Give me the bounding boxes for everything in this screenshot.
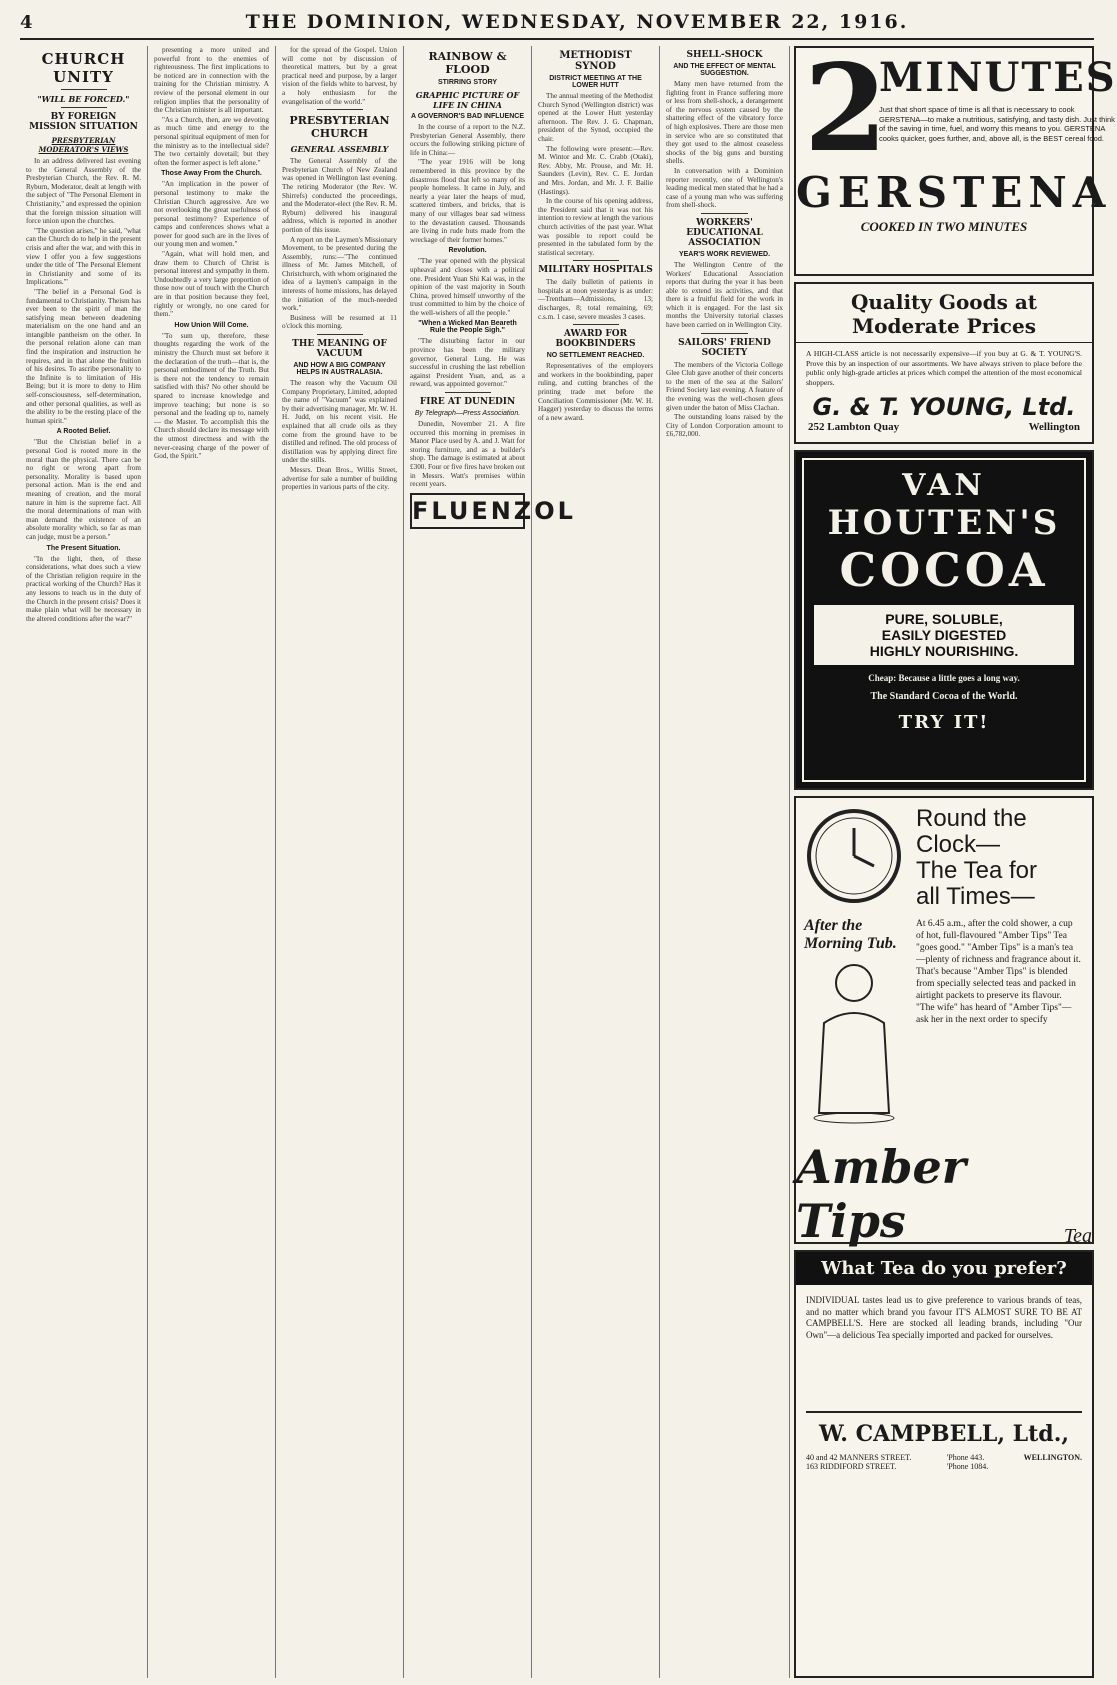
campbell-ad bbox=[794, 1250, 1094, 1678]
vanhouten-cheap: Cheap: Because a little goes a long way. bbox=[868, 673, 1020, 683]
byline: By Telegraph—Press Association. bbox=[414, 410, 521, 418]
divider bbox=[445, 392, 491, 393]
column-church-unity-cont bbox=[148, 46, 276, 1678]
subheading: A Rooted Belief. bbox=[56, 428, 111, 436]
paragraph: The daily bulletin of patients in hospitals at noon yesterday is as under:—Trentham—Admissions, 13; discharges, 8; total remaining, 69; c.s.m. 1 case, severe measles 3 cases. bbox=[538, 278, 653, 321]
divider bbox=[61, 89, 107, 90]
campbell-address2: 163 RIDDIFORD STREET. bbox=[806, 1462, 897, 1471]
campbell-phone1: 'Phone 443. bbox=[946, 1453, 985, 1462]
divider bbox=[61, 107, 107, 108]
paragraph: In conversation with a Dominion reporter recently, one of Wellington's leading medical men stated that he had a case of a young man who was suffering from shell-shock. bbox=[666, 166, 783, 210]
headline-sailors-friend: SAILORS' FRIEND SOCIETY bbox=[678, 337, 771, 358]
amber-body: At 6.45 a.m., after the cold shower, a cup of hot, full-flavoured "Amber Tips" Tea "goes good." "Amber Tips" is a man's tea—plenty of richness and fragrance about it. That's because "Amber Tips" is blended from specially selected teas and packed in airtight packets to preserve its flavour. "The wife" has heard of "Amber Tips"—ask her in the next order to specify bbox=[916, 919, 1081, 1025]
column-shell-shock bbox=[660, 46, 790, 1678]
man-figure-icon bbox=[804, 953, 904, 1123]
vanhouten-standard: The Standard Cocoa of the World. bbox=[870, 691, 1018, 702]
subheading: How Union Will Come. bbox=[174, 321, 249, 329]
paragraph: "In the light, then, of these considerations, what does such a view of the Christian religion require in the practical working of the Church? Has it any lessons to teach us in the duty of the Church in the present crisis? Does it make plain what will be necessary in the altered conditions after the war?" bbox=[26, 554, 141, 623]
fluenzol-ad: FLUENZOL bbox=[410, 493, 525, 529]
young-name: G. & T. YOUNG, Ltd. bbox=[812, 393, 1076, 421]
headline-workers-education: WORKERS' EDUCATIONAL ASSOCIATION bbox=[686, 217, 763, 248]
paragraph: "The belief in a Personal God is fundamental to Christianity. Theism has ever been to the spirit of man the satisfying mean between deadening materialism on the one hand and an intangible pantheism on the other. In the personal relation alone can man find the inspiration and instruction he requires, and in that alone the fruition of his desires. To ascribe personality to the Infinite is to limitation of His Being; but it is more to deny to Him self-consciousness, self-determination, and other personal qualities, as well as the ability to be the resting place of the human spirit." bbox=[26, 287, 141, 425]
column-methodist-synod bbox=[532, 46, 660, 1678]
amber-line4: all Times— bbox=[916, 883, 1035, 910]
paragraph: "The question arises," he said, "what can the Church do to help in the present crisis and after the war, and with this in view I offer you a few suggestions under the title of 'The Personal Element in Christianity and some of its Implications.'" bbox=[26, 226, 141, 287]
vanhouten-ad bbox=[794, 450, 1094, 790]
young-city: Wellington bbox=[1028, 421, 1080, 433]
campbell-city: WELLINGTON. bbox=[1023, 1453, 1082, 1462]
subheading: "When a Wicked Man Beareth Rule the People Sigh." bbox=[418, 320, 517, 335]
campbell-body: INDIVIDUAL tastes lead us to give preference to various brands of teas, and no matter which brand you favour IT'S ALMOST SURE TO BE AT CAMPBELL'S. Here are stocked all leading brands, including "Our Own"—a delicious Tea specially imported and packed for ourselves. bbox=[806, 1295, 1082, 1340]
amber-line1: Round the bbox=[916, 805, 1027, 832]
headline-military-hospitals: MILITARY HOSPITALS bbox=[538, 265, 653, 276]
young-ad bbox=[794, 282, 1094, 444]
amber-tips-ad bbox=[794, 796, 1094, 1248]
young-body: A HIGH-CLASS article is not necessarily expensive—if you buy at G. & T. YOUNG'S. Prove this by an inspection of our assortments. We have always striven to place before the public only high-grade articles at prices which compel the attention of the most economical shoppers. bbox=[806, 349, 1082, 387]
headline-fire-dunedin: FIRE AT DUNEDIN bbox=[419, 397, 516, 408]
paragraph: The following were present:—Rev. M. Wintor and Mr. C. Crabb (Otaki), Rev. Abby, Mr. Prouse, and Mr. H. Saunders (Levin), Rev. C. E. Jordan and Mrs. Jordan, and Mr. J. F. Bailie (Hastings). bbox=[538, 144, 653, 196]
paragraph: "The year 1916 will be long remembered in this province by the disastrous flood that left so many of its people homeless. It came in July, and nearly a year later the heaps of mud, scattered timbers, and bricks, that is many of our villages bear sad witness to the devastation caused. Thousands are living in rude huts made from the wreckage of their former homes." bbox=[410, 158, 525, 244]
divider bbox=[573, 324, 619, 325]
masthead bbox=[20, 6, 1094, 40]
vanhouten-try: TRY IT! bbox=[898, 712, 990, 733]
column-presbyterian bbox=[276, 46, 404, 1678]
headline-presbyterian: PRESBYTERIAN CHURCH bbox=[289, 114, 390, 141]
deck: NO SETTLEMENT REACHED. bbox=[546, 352, 645, 360]
campbell-address1: 40 and 42 MANNERS STREET. bbox=[806, 1453, 912, 1462]
paragraph: "An implication in the power of personal testimony to make the Christian Church aggressive. Are we not overlooking the great usefulness of personal testimony? Experience of camps and conferences shows what a power for good such are in the lives of our young men and women." bbox=[154, 180, 269, 249]
paragraph: "The disturbing factor in our province has been the military governor, General Lung. He was successful in crushing the last rebellion against President Yuan, and, as a reward, was appointed governor." bbox=[410, 337, 525, 389]
paragraph: "Again, what will hold men, and draw them to Church of Christ is personal interest and sympathy in them. Undoubtedly a very large proportion of those now out of touch with the Church are in that position because they feel, rightly or wrongly, no one cared for them." bbox=[154, 250, 269, 319]
paragraph: Representatives of the employers and workers in the bookbinding, paper ruling, and cutting branches of the printing trade met before the Conciliation Commissioner (Mr. W. H. Hagger) yesterday to discuss the terms of a new award. bbox=[538, 362, 653, 422]
campbell-name: W. CAMPBELL, Ltd., bbox=[818, 1421, 1070, 1447]
deck: GENERAL ASSEMBLY bbox=[290, 144, 389, 155]
newspaper-title: THE DOMINION, WEDNESDAY, NOVEMBER 22, 1916. bbox=[245, 11, 909, 33]
divider bbox=[317, 109, 363, 110]
paragraph: In the course of a report to the N.Z. Presbyterian General Assembly, there occurs the following striking picture of life in China:— bbox=[410, 123, 525, 157]
paragraph: "The year opened with the physical upheaval and closes with a political one. President Yuan Shi Kai was, in the opinion of the vast majority in South China, proved himself unworthy of the trust committed to him by the choice of the well-wishers of all the people." bbox=[410, 257, 525, 317]
deck: PRESBYTERIAN MODERATOR'S VIEWS bbox=[38, 136, 129, 154]
headline-church-unity: CHURCH UNITY bbox=[41, 50, 126, 86]
headline-vacuum: THE MEANING OF VACUUM bbox=[292, 339, 387, 360]
page-number: 4 bbox=[20, 11, 33, 33]
paragraph: Dunedin, November 21. A fire occurred this morning in premises in Manor Place used by A. and J. Watt for storing furniture, and as a builder's shop. The damage is estimated at about £300. Four or five fires have broken out in Messrs. Watt's premises within recent years. bbox=[410, 420, 525, 489]
gerstena-ad bbox=[794, 38, 1117, 276]
deck: STIRRING STORY bbox=[437, 79, 498, 86]
vanhouten-claim3: HIGHLY NOURISHING. bbox=[869, 643, 1019, 659]
vanhouten-houtens: HOUTEN'S bbox=[827, 503, 1061, 543]
paragraph: In an address delivered last evening to the General Assembly of the Presbyterian Church, the Rev. R. M. Ryburn, Moderator, dealt at length with the subject of "The Personal Element in Christianity," and expressed the opinion that the foreign mission situation will force union upon the churches. bbox=[26, 157, 141, 226]
divider bbox=[573, 260, 619, 261]
campbell-phone2: 'Phone 1084. bbox=[946, 1462, 989, 1471]
column-rainbow-flood bbox=[404, 46, 576, 1678]
campbell-headline: What Tea do you prefer? bbox=[796, 1252, 1092, 1285]
gerstena-brand: GERSTENA bbox=[796, 168, 1112, 217]
headline-rainbow-flood: RAINBOW & FLOOD bbox=[428, 50, 507, 76]
amber-line2: Clock— bbox=[916, 831, 1001, 858]
divider bbox=[701, 213, 748, 214]
gerstena-body: Just that short space of time is all that is necessary to cook GERSTENA—to make a nutritious, satisfying, and tasty dish. Just think of the saving in time, fuel, and worry this means to you. GERSTENA cooks quicker, goes further, and, above all, is the BEST cereal food. bbox=[879, 105, 1115, 143]
paragraph: A report on the Laymen's Missionary Movement, to be presented during the Assembly, runs:—"The continued illness of Mr. James Mitchell, of Christchurch, with whom originated the idea of a laymen's campaign in the interests of home missions, has delayed the initiation of the much-needed work." bbox=[282, 235, 397, 313]
paragraph: The annual meeting of the Methodist Church Synod (Wellington district) was opened at the Lower Hutt yesterday afternoon. The Rev. J. G. Chapman, president of the Synod, occupied the chair. bbox=[538, 92, 653, 143]
divider bbox=[317, 334, 363, 335]
amber-line3: The Tea for bbox=[916, 857, 1037, 884]
deck: AND HOW A BIG COMPANY HELPS IN AUSTRALASIA. bbox=[293, 362, 386, 377]
amber-brand: Amber Tips bbox=[796, 1140, 967, 1248]
subheading: The Present Situation. bbox=[46, 544, 121, 552]
young-headline: Quality Goods at Moderate Prices bbox=[796, 284, 1092, 343]
amber-tea: Tea bbox=[1063, 1225, 1092, 1247]
deck: DISTRICT MEETING AT THE LOWER HUTT bbox=[549, 75, 642, 89]
paragraph: "But the Christian belief in a personal God is rooted more in the moral than the physical. There can be no right or wrong apart from personality. Morality is based upon personal action. Man is the end and meaning of creation, and the moral nature in him is the supreme fact. All the moral determinations of man with man demand the existence of an absolute morality which, so far as man can judge, must be a person." bbox=[26, 438, 141, 541]
vanhouten-van: VAN bbox=[902, 468, 986, 503]
paragraph: "To sum up, therefore, these thoughts regarding the work of the ministry the Church must set before it the declaration of the truth—that is, the personal embodiment of the Truth. But is there not the tendency to remain satisfied with this? No other should be spared to increase knowledge and improve teaching; but none is so personal and the leading up to, namely — the Master. To accomplish this the Church should declare its message with the utmost directness and with the never-ceasing charge of the power of God, the Spirit." bbox=[154, 331, 269, 461]
deck: GRAPHIC PICTURE OF LIFE IN CHINA bbox=[415, 90, 520, 110]
vanhouten-claim2: EASILY DIGESTED bbox=[881, 627, 1007, 643]
gerstena-tagline: COOKED IN TWO MINUTES bbox=[860, 219, 1028, 234]
divider bbox=[806, 1411, 1082, 1413]
paragraph: presenting a more united and powerful front to the enemies of righteousness. The first implications to be noticed are in connection with the training for the Christian ministry. A review of the personal element in our religion implies that the personality of the Christian minister is all important. bbox=[154, 46, 269, 115]
deck: AND THE EFFECT OF MENTAL SUGGESTION. bbox=[673, 63, 776, 77]
subheading: Revolution. bbox=[448, 247, 487, 255]
paragraph: The outstanding loans raised by the City of London Corporation amount to £6,782,000. bbox=[666, 413, 783, 439]
paragraph: In the course of his opening address, the President said that it was not his intention to review at length the various church activities of the past year. What was possible to report could be presented in the tabulated form by the statistical secretary. bbox=[538, 197, 653, 257]
paragraph: The reason why the Vacuum Oil Company Proprietary, Limited, adopted the name of "Vacuum" was explained by their advertising manager, Mr. W. H. H. Judd, on his recent visit. He explained that all crude oils as they come from the ground have to be distilled and refined. The old process of distillation was by applying direct fire under the stills. bbox=[282, 379, 397, 465]
headline-bookbinders: AWARD FOR BOOKBINDERS bbox=[555, 329, 636, 350]
amber-morning: After the Morning Tub. bbox=[804, 917, 897, 952]
headline-methodist-synod: METHODIST SYNOD bbox=[559, 50, 632, 72]
clock-icon bbox=[804, 806, 904, 906]
column-church-unity bbox=[20, 46, 148, 1678]
gerstena-minutes: MINUTES bbox=[879, 54, 1117, 101]
paragraph: The Wellington Centre of the Workers' Educational Association reports that during the year it has been able to extend its activities, and that there is a fruitful field for the work in which it is engaged. For the last six months the University tutorial classes have been carried on in Wellington City. bbox=[666, 260, 783, 330]
gerstena-two: 2 bbox=[804, 38, 888, 179]
paragraph: "As a Church, then, are we devoting as much time and energy to the personal spiritual equipment of men for the ministry as to the intellectual side? The two certainly dovetail; but they often the former aspect is left alone." bbox=[154, 115, 269, 167]
paragraph: The General Assembly of the Presbyterian Church of New Zealand was opened in Wellington last evening. The retiring Moderator (the Rev. W. Shirrefs) conducted the proceedings, and the Moderator-elect (the Rev. R. M. Ryburn) delivered his inaugural address, which is reported in another portion of this issue. bbox=[282, 157, 397, 234]
paragraph: Business will be resumed at 11 o'clock this morning. bbox=[282, 313, 397, 331]
vanhouten-cocoa: COCOA bbox=[839, 543, 1049, 597]
paragraph: The members of the Victoria College Glee Club gave another of their concerts to the men of the sea at the Sailors' Friend Society last evening. A feature of the evening was the well-chosen glees given under the baton of Miss Clachan. bbox=[666, 360, 783, 412]
deck: A GOVERNOR'S BAD INFLUENCE bbox=[410, 113, 525, 120]
deck: "WILL BE FORCED." bbox=[37, 94, 130, 104]
deck: YEAR'S WORK REVIEWED. bbox=[678, 250, 771, 258]
paragraph: Many men have returned from the fighting front in France suffering more or less from shell-shock, a derangement of the nervous system caused by the shattering effect of the vibratory force of high explosives. There are those men in service who are so constituted that they got used to the almost ceaseless shocks of the big guns and bursting shells. bbox=[666, 80, 783, 166]
paragraph: Messrs. Dean Bros., Willis Street, advertise for sale a number of building properties in various parts of the city. bbox=[282, 465, 397, 492]
young-address: 252 Lambton Quay bbox=[808, 421, 900, 433]
vanhouten-claim1: PURE, SOLUBLE, bbox=[885, 611, 1003, 627]
paragraph: for the spread of the Gospel. Union will come not by discussion of theoretical matters, but by a great practical need and purpose, by a larger vision of the fields white to harvest, by a holy enthusiasm for the evangelisation of the world." bbox=[282, 46, 397, 106]
subheading: Those Away From the Church. bbox=[161, 170, 262, 178]
divider bbox=[701, 333, 748, 334]
headline-shell-shock: SHELL-SHOCK bbox=[686, 50, 763, 60]
deck: BY FOREIGN MISSION SITUATION bbox=[29, 112, 138, 132]
